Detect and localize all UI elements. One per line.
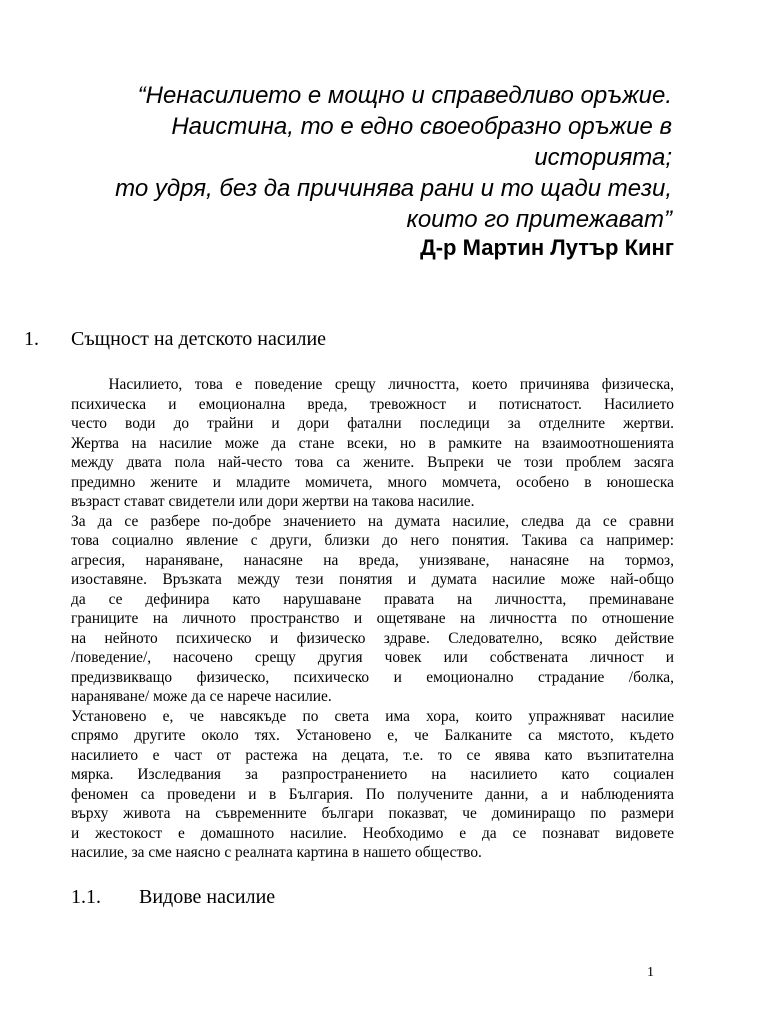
text-line: върху живота на съвременните българи показват, че доминиращо по размери	[71, 805, 674, 822]
text-line: Жертва на насилие може да стане всеки, но в рамките на взаимоотношенията	[71, 434, 674, 452]
text-line: психическа и емоционална вреда, тревожност и потиснатост. Насилието	[71, 395, 674, 413]
text-line: феномен са проведени и в България. По получените данни, а и наблюденията	[71, 785, 674, 803]
text-line: възраст стават свидетели или дори жертви на такова насилие.	[71, 493, 475, 510]
text-line: между двата пола най-често това са жените. Въпреки че този проблем засяга	[71, 454, 674, 471]
text-line: на нейното психическо и физическо здраве. Следователно, всяко действие	[71, 629, 674, 647]
quote-line: историята;	[534, 144, 672, 171]
text-line: насилие, за сме наясно с реалната картина в нашето общество.	[71, 844, 482, 861]
subsection-number: 1.1.	[71, 886, 101, 908]
section-heading	[24, 326, 326, 352]
quote-line: то удря, без да причинява рани и то щади тези,	[115, 175, 672, 202]
text-line: предизвикващо физическо, психическо и емоционално страдание /болка,	[71, 668, 674, 686]
text-line: предимно жените и младите момичета, много момчета, особено в юношеска	[71, 473, 674, 491]
subsection-title: Видове насилие	[139, 886, 276, 908]
text-line: Установено е, че навсякъде по света има хора, които упражняват насилие	[71, 707, 674, 725]
subsection-heading	[71, 884, 275, 910]
text-line: често води до трайни и дори фатални последици за отделните жертви.	[71, 415, 674, 432]
text-line: това социално явление с други, близки до него понятия. Такива са например:	[71, 532, 674, 549]
page-number: 1	[647, 965, 654, 980]
section-number: 1.	[24, 328, 39, 350]
text-line: насилието е част от растежа на децата, т.е. то се явява като възпитателна	[71, 746, 674, 764]
body-text	[71, 375, 674, 863]
text-line: Насилието, това е поведение срещу личността, което причинява физическа,	[71, 376, 674, 393]
text-line: агресия, нараняване, нанасяне на вреда, унизяване, нанасяне на тормоз,	[71, 551, 674, 569]
text-line: да се дефинира като нарушаване правата на личността, преминаване	[71, 590, 674, 608]
quote-author: Д-р Мартин Лутър Кинг	[420, 235, 674, 260]
text-line: границите на личното пространство и ощетяване на личността по отношение	[71, 610, 674, 627]
epigraph-quote	[60, 80, 672, 235]
text-line: спрямо другите около тях. Установено е, че Балканите са мястото, където	[71, 727, 674, 744]
text-line: /поведение/, насочено срещу другия човек или собствената личност и	[71, 649, 674, 666]
quote-line: Наистина, то е едно своеобразно оръжие в	[171, 113, 672, 140]
text-line: За да се разбере по-добре значението на думата насилие, следва да се сравни	[71, 512, 674, 530]
text-line: изоставяне. Връзката между тези понятия и думата насилие може най-общо	[71, 571, 674, 588]
text-line: мярка. Изследвания за разпространението на насилието като социален	[71, 766, 674, 783]
section-title: Същност на детското насилие	[71, 328, 327, 350]
quote-line: “Ненасилието е мощно и справедливо оръжие.	[137, 82, 672, 109]
quote-line: които го притежават”	[406, 206, 672, 233]
text-line: и жестокост е домашното насилие. Необходимо е да се познават видовете	[71, 824, 674, 842]
text-line: нараняване/ може да се нарече насилие.	[71, 688, 332, 705]
